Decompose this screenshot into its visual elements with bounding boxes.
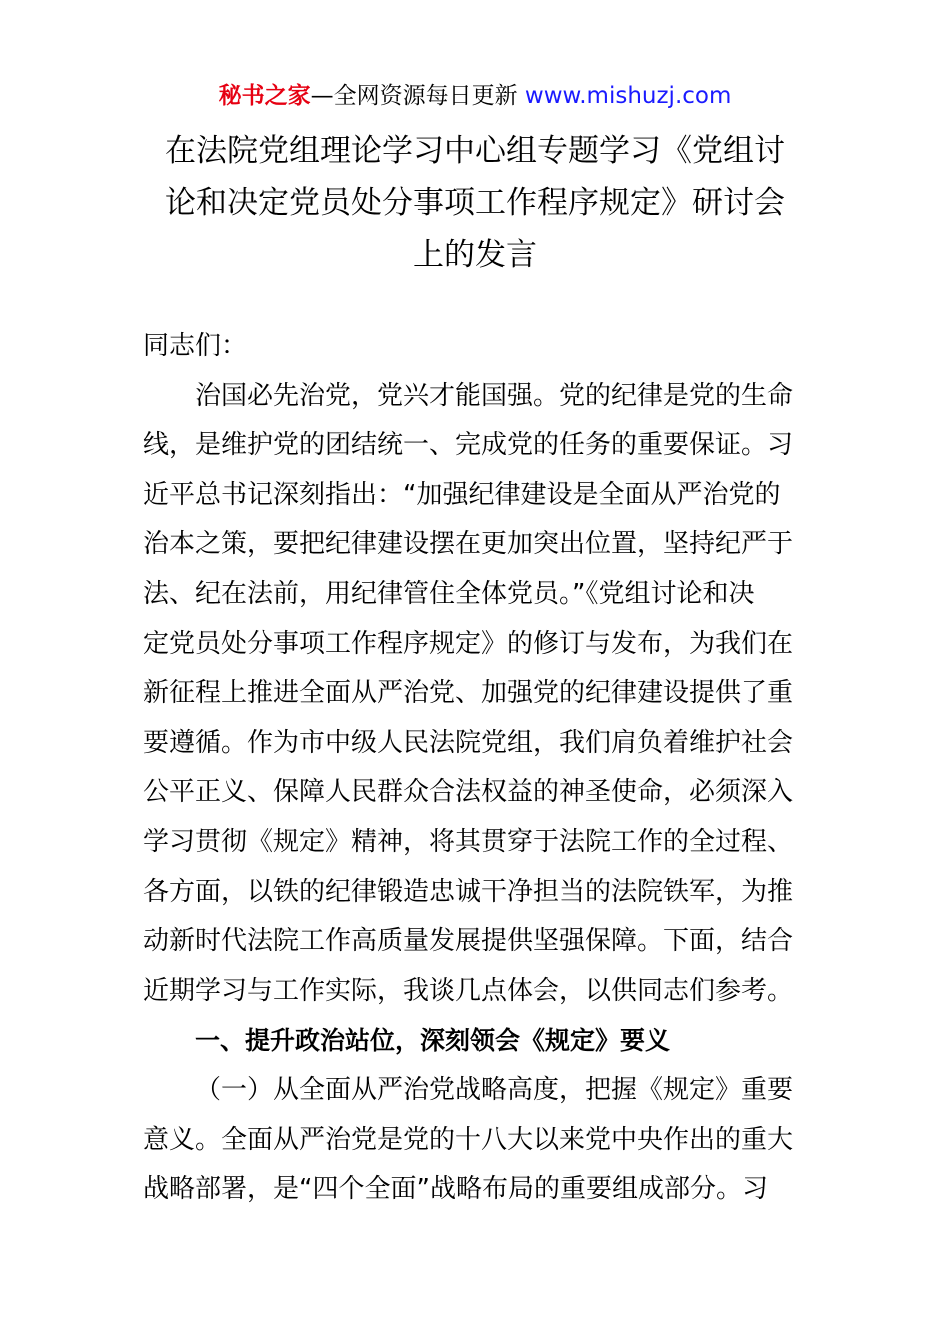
salutation: 同志们： — [143, 331, 248, 361]
paragraph-1 — [143, 372, 813, 1017]
document-body — [143, 322, 813, 1215]
paragraph-2 — [143, 1066, 813, 1215]
text-line: 公平正义、保障人民群众合法权益的神圣使命，必须深入 — [143, 777, 794, 808]
text-line: 近平总书记深刻指出：“加强纪律建设是全面从严治党的 — [143, 479, 781, 510]
text-line: 战略部署，是“四个全面”战略布局的重要组成部分。习 — [143, 1174, 768, 1205]
text-line: 定党员处分事项工作程序规定》的修订与发布，为我们在 — [143, 628, 794, 659]
text-line: 线，是维护党的团结统一、完成党的任务的重要保证。习 — [143, 430, 794, 461]
text-line: 近期学习与工作实际，我谈几点体会，以供同志们参考。 — [143, 975, 794, 1006]
section-heading: 一、提升政治站位，深刻领会《规定》要义 — [195, 1026, 671, 1056]
title-line: 在法院党组理论学习中心组专题学习《党组讨 — [165, 133, 785, 169]
document-title — [140, 125, 810, 281]
site-slogan: —全网资源每日更新 — [310, 83, 525, 109]
text-line: 动新时代法院工作高质量发展提供坚强保障。下面，结合 — [143, 926, 794, 957]
title-line: 上的发言 — [413, 237, 537, 273]
text-line: 各方面，以铁的纪律锻造忠诚干净担当的法院铁军，为推 — [143, 876, 794, 907]
text-line: 新征程上推进全面从严治党、加强党的纪律建设提供了重 — [143, 678, 794, 709]
text-line: 治本之策，要把纪律建设摆在更加突出位置，坚持纪严于 — [143, 529, 794, 560]
site-brand: 秘书之家 — [218, 83, 311, 109]
text-line: （一）从全面从严治党战略高度，把握《规定》重要 — [195, 1074, 794, 1105]
text-line: 意义。全面从严治党是党的十八大以来党中央作出的重大 — [143, 1124, 794, 1155]
text-line: 法、纪在法前，用纪律管住全体党员。”《党组讨论和决 — [143, 578, 755, 609]
text-line: 治国必先治党，党兴才能国强。党的纪律是党的生命 — [195, 380, 794, 411]
text-line: 学习贯彻《规定》精神，将其贯穿于法院工作的全过程、 — [143, 826, 794, 857]
text-line: 要遵循。作为市中级人民法院党组，我们肩负着维护社会 — [143, 727, 794, 758]
site-url-link[interactable]: www.mishuzj.com — [524, 83, 732, 109]
title-line: 论和决定党员处分事项工作程序规定》研讨会 — [165, 185, 785, 221]
site-header — [0, 80, 950, 112]
